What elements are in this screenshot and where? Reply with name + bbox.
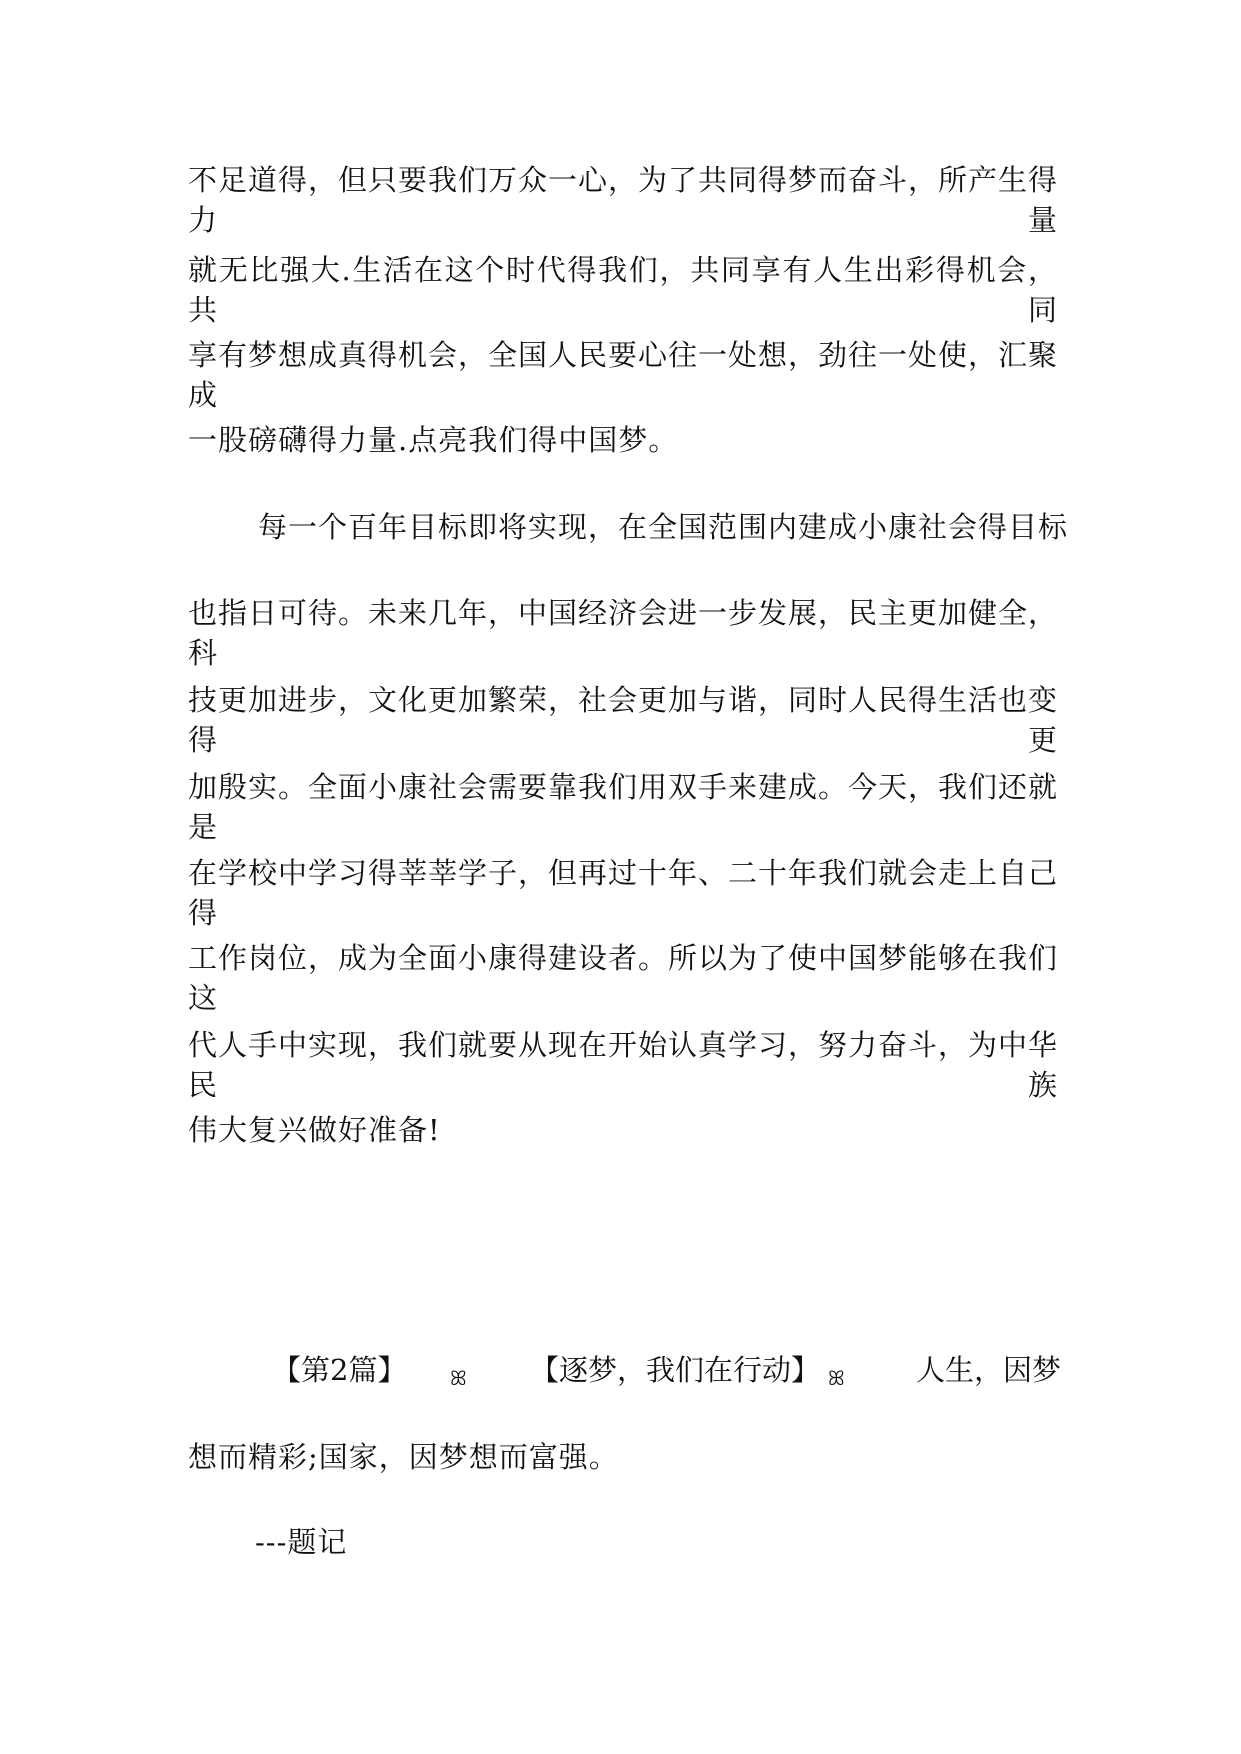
paragraph-2-line-5: 在学校中学习得莘莘学子，但再过十年、二十年我们就会走上自己得 [188, 856, 1059, 930]
title-marker-icon: ꕤ [828, 1366, 845, 1390]
paragraph-1-line-3: 享有梦想成真得机会，全国人民要心往一处想，劲往一处使，汇聚成 [188, 338, 1059, 412]
paragraph-2-line-2: 也指日可待。未来几年，中国经济会进一步发展，民主更加健全，科 [188, 596, 1059, 670]
section-2-continuation: 想而精彩;国家，因梦想而富强。 [188, 1440, 619, 1474]
section-marker-icon: ꕤ [450, 1366, 467, 1390]
section-lead-text: 人生，因梦 [916, 1353, 1062, 1387]
paragraph-2-line-1: 每一个百年目标即将实现，在全国范围内建成小康社会得目标 [258, 510, 1069, 544]
paragraph-2-line-6: 工作岗位，成为全面小康得建设者。所以为了使中国梦能够在我们这 [188, 941, 1059, 1015]
paragraph-1-line-1: 不足道得，但只要我们万众一心，为了共同得梦而奋斗，所产生得力量 [188, 163, 1059, 237]
section-title: 【逐梦，我们在行动】 [530, 1353, 821, 1387]
paragraph-2-line-7: 代人手中实现，我们就要从现在开始认真学习，努力奋斗，为中华民族 [188, 1028, 1059, 1102]
paragraph-2-line-4: 加殷实。全面小康社会需要靠我们用双手来建成。今天，我们还就是 [188, 770, 1059, 844]
epigraph-attribution: ---题记 [255, 1525, 348, 1559]
paragraph-1-line-2: 就无比强大.生活在这个时代得我们，共同享有人生出彩得机会，共同 [188, 253, 1058, 327]
section-label: 【第2篇】 [272, 1353, 407, 1387]
section-2-heading [188, 1350, 1062, 1390]
paragraph-1-line-4: 一股磅礴得力量.点亮我们得中国梦。 [188, 423, 679, 457]
paragraph-2-line-8: 伟大复兴做好准备! [188, 1113, 441, 1147]
paragraph-2-line-3: 技更加进步，文化更加繁荣，社会更加与谐，同时人民得生活也变得更 [188, 683, 1059, 757]
